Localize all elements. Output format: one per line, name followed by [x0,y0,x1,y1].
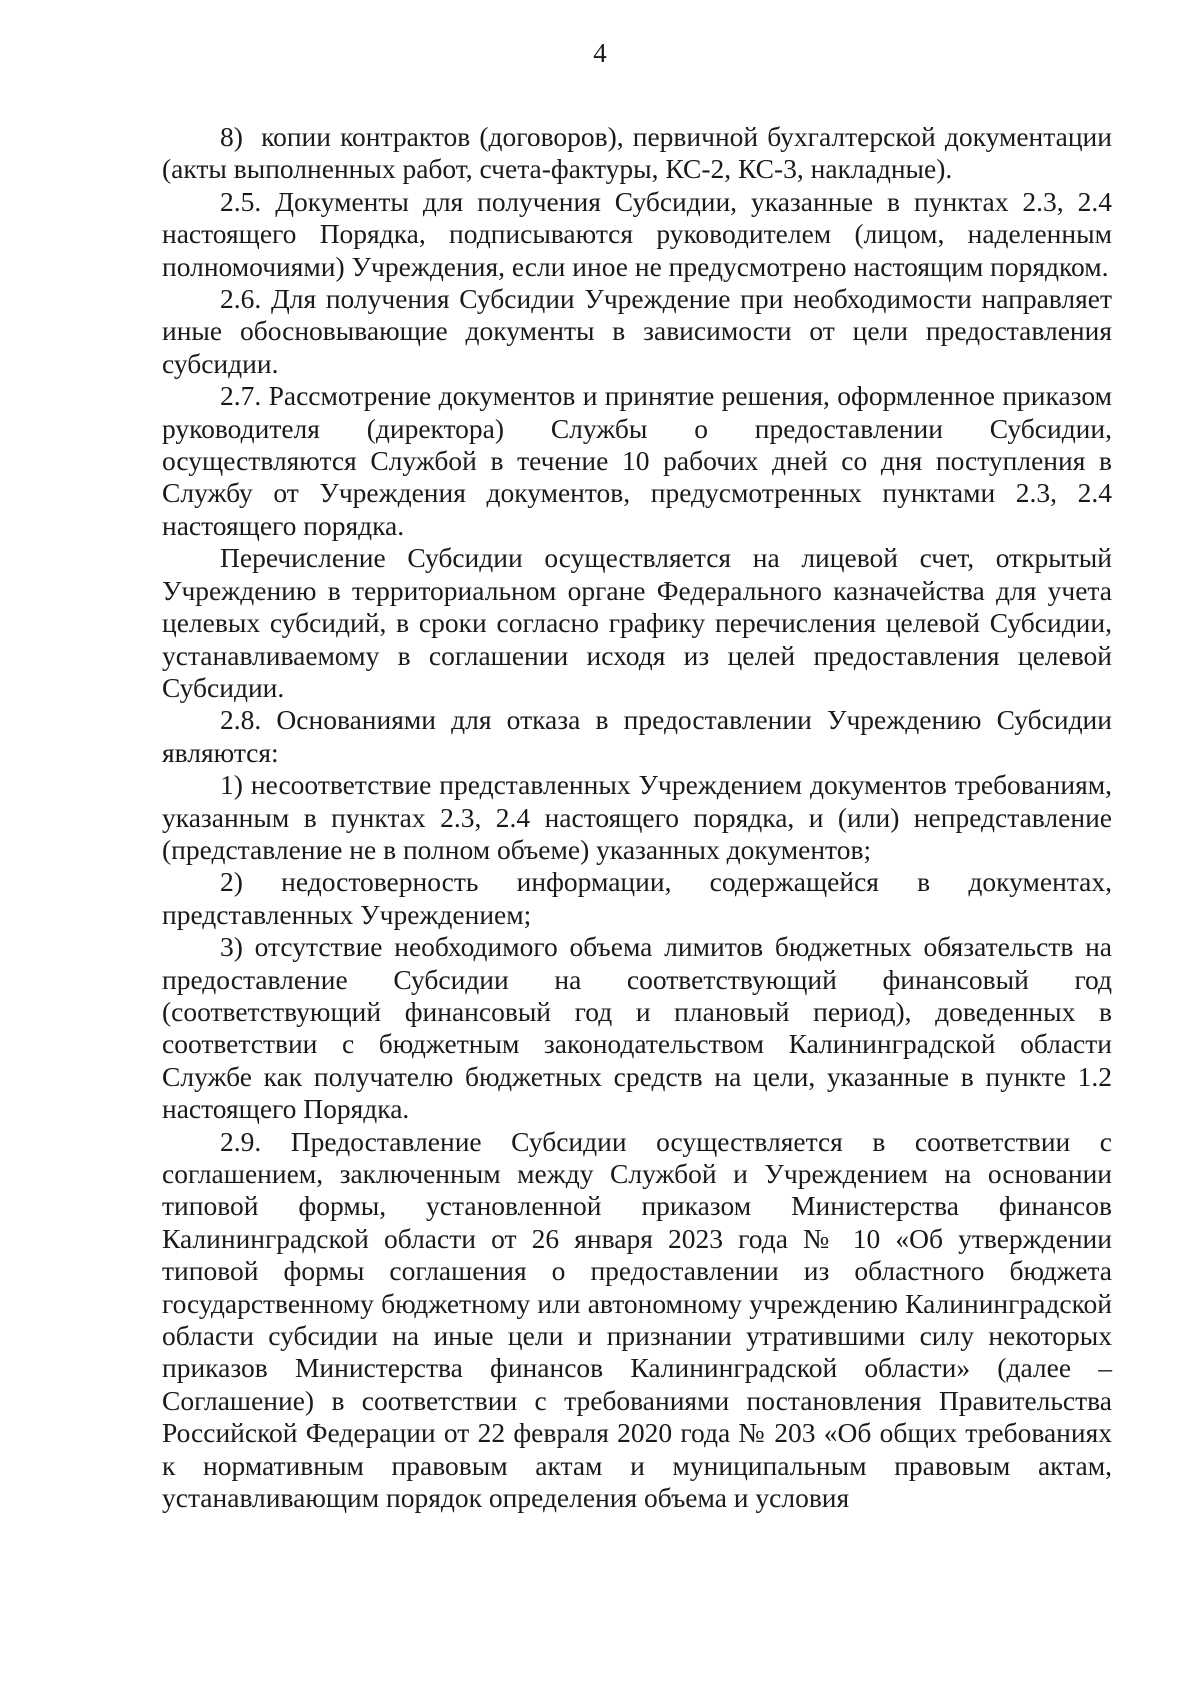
document-body [162,121,1112,1514]
paragraph-item-8-copies: 8) копии контрактов (договоров), первичной бухгалтерской документации (акты выполненных работ, счета-фактуры, КС-2, КС-3, накладные). [162,121,1112,185]
paragraph-2-8: 2.8. Основаниями для отказа в предоставлении Учреждению Субсидии являются: [162,704,1112,768]
page-number: 4 [593,38,607,68]
paragraph-2-7: 2.7. Рассмотрение документов и принятие решения, оформленное приказом руководителя (директора) Службы о предоставлении Субсидии, осуществляются Службой в течение 10 рабочих дней со дня поступления в Службу от Учреждения документов, предусмотренных пунктами 2.3, 2.4 настоящего порядка. [162,380,1112,541]
paragraph-2-8-item-3: 3) отсутствие необходимого объема лимитов бюджетных обязательств на предоставление Субсидии на соответствующий финансовый год (соответствующий финансовый год и плановый период), доведенных в соответствии с бюджетным законодательством Калининградской области Службе как получателю бюджетных средств на цели, указанные в пункте 1.2 настоящего Порядка. [162,931,1112,1125]
paragraph-2-8-item-2: 2) недостоверность информации, содержащейся в документах, представленных Учреждением; [162,866,1112,930]
paragraph-2-8-item-1: 1) несоответствие представленных Учреждением документов требованиям, указанным в пунктах 2.3, 2.4 настоящего порядка, и (или) непредставление (представление не в полном объеме) указанных документов; [162,769,1112,865]
paragraph-2-9: 2.9. Предоставление Субсидии осуществляется в соответствии с соглашением, заключенным между Службой и Учреждением на основании типовой формы, установленной приказом Министерства финансов Калининградской области от 26 января 2023 года № 10 «Об утверждении типовой формы соглашения о предоставлении из областного бюджета государственному бюджетному или автономному учреждению Калининградской области субсидии на иные цели и признании утратившими силу некоторых приказов Министерства финансов Калининградской области» (далее – Соглашение) в соответствии с требованиями постановления Правительства Российской Федерации от 22 февраля 2020 года № 203 «Об общих требованиях к нормативным правовым актам и муниципальным правовым актам, устанавливающим порядок определения объема и условия [162,1125,1112,1514]
paragraph-2-5: 2.5. Документы для получения Субсидии, указанные в пунктах 2.3, 2.4 настоящего Порядка, подписываются руководителем (лицом, наделенным полномочиями) Учреждения, если иное не предусмотрено настоящим порядком. [162,185,1112,282]
paragraph-2-6: 2.6. Для получения Субсидии Учреждение при необходимости направляет иные обосновывающие документы в зависимости от цели предоставления субсидии. [162,283,1112,379]
paragraph-transfer: Перечисление Субсидии осуществляется на лицевой счет, открытый Учреждению в территориальном органе Федерального казначейства для учета целевых субсидий, в сроки согласно графику перечисления целевой Субсидии, устанавливаемому в соглашении исходя из целей предоставления целевой Субсидии. [162,542,1112,703]
